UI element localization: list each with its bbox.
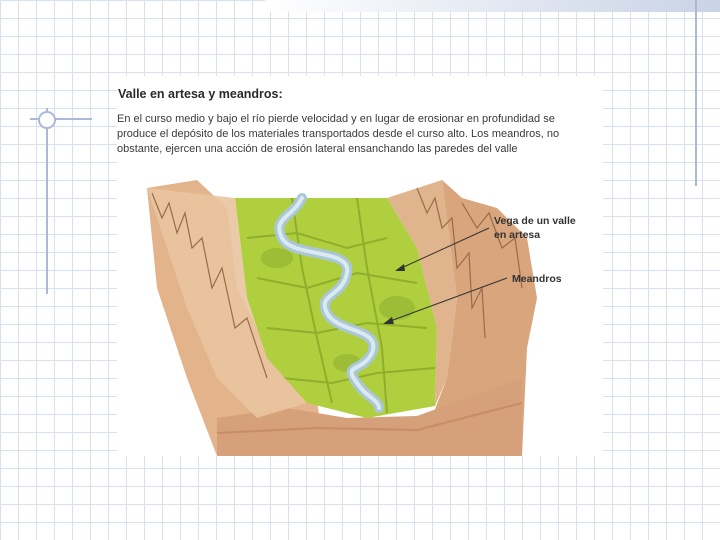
top-decorative-bar <box>265 0 720 12</box>
slide-image <box>117 76 603 456</box>
label-vega-line2: en artesa <box>494 229 541 241</box>
left-decorative-line <box>46 108 48 294</box>
label-meandros: Meandros <box>512 273 562 285</box>
right-decorative-line <box>695 0 697 186</box>
image-title: Valle en artesa y meandros: <box>118 87 283 101</box>
decorative-circle <box>38 111 56 129</box>
image-body-text: En el curso medio y bajo el río pierde velocidad y en lugar de erosionar en profundidad se produce el depósito de los materiales transportados desde el curso alto. Los meandros, no obstante, ejercen una acción de erosión lateral ensanchando las paredes del valle <box>117 113 560 155</box>
valley-diagram <box>117 178 603 456</box>
label-vega-line1: Vega de un valle <box>494 215 576 227</box>
